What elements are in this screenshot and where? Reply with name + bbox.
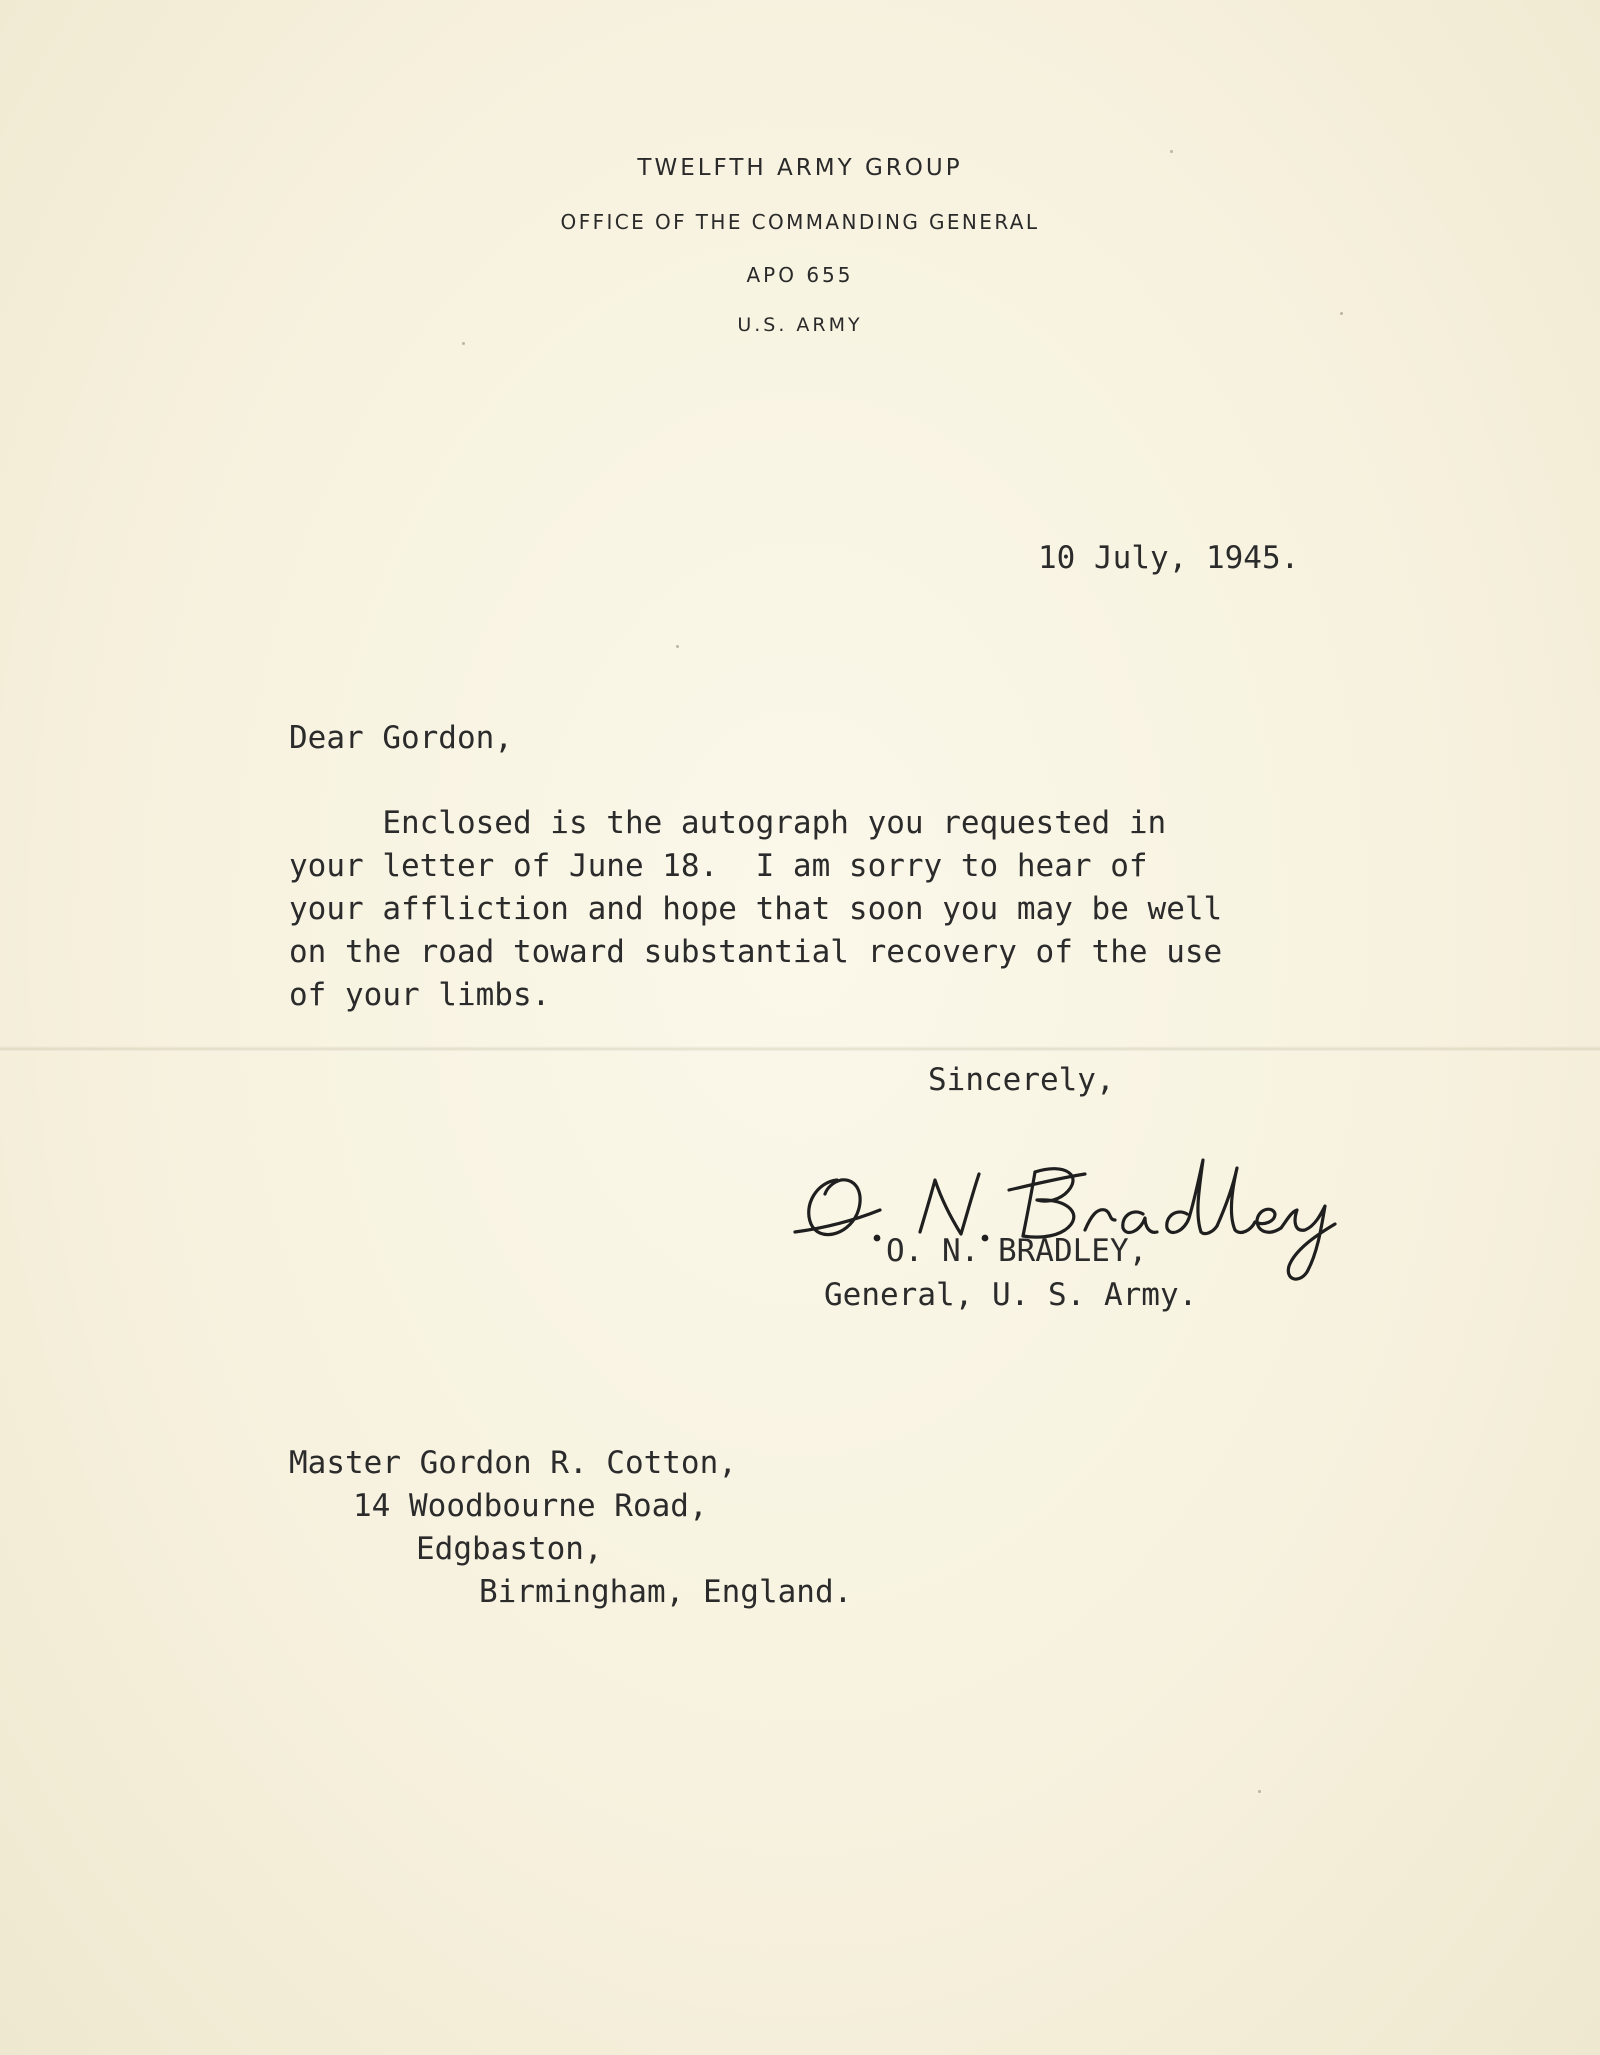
paper-speck <box>676 645 679 648</box>
paper-speck <box>1170 150 1173 153</box>
letterhead-organization: TWELFTH ARMY GROUP <box>637 155 963 181</box>
signer-title: General, U. S. Army. <box>824 1277 1198 1313</box>
recipient-name: Master Gordon R. Cotton, <box>289 1445 737 1481</box>
letter-date: 10 July, 1945. <box>1038 540 1300 576</box>
salutation: Dear Gordon, <box>289 720 513 756</box>
paper-speck <box>1258 1790 1261 1793</box>
letterhead-office: OFFICE OF THE COMMANDING GENERAL <box>560 210 1040 234</box>
closing: Sincerely, <box>928 1062 1115 1098</box>
paper-speck <box>462 342 465 345</box>
recipient-city: Birmingham, England. <box>479 1574 853 1610</box>
signer-name: O. N. BRADLEY, <box>886 1233 1148 1269</box>
letter-body: Enclosed is the autograph you requested in your letter of June 18. I am sorry to hear of your affliction and hope that soon you may be well on the road toward substantial recovery of the use of your limbs. <box>289 805 1223 1013</box>
recipient-street: 14 Woodbourne Road, <box>353 1488 708 1524</box>
letterhead-service: U.S. ARMY <box>737 314 863 336</box>
recipient-district: Edgbaston, <box>416 1531 603 1567</box>
letterhead-apo: APO 655 <box>746 263 854 287</box>
paper-fold-crease <box>0 1046 1600 1052</box>
